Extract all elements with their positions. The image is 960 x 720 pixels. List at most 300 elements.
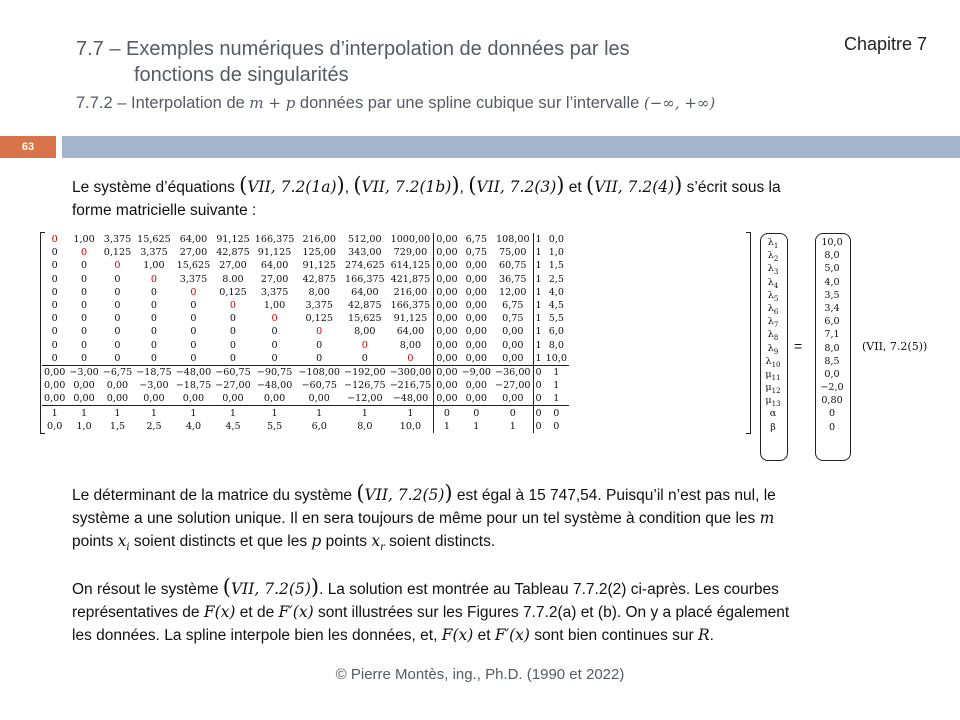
p1-text-5: s’écrit sous la xyxy=(682,179,781,196)
slide-title-line2: fonctions de singularités xyxy=(134,64,349,86)
matrix-cell: 0 xyxy=(190,300,197,312)
chapter-label: Chapitre 7 xyxy=(844,34,928,54)
matrix-cell: 0,00 xyxy=(502,393,524,405)
matrix-cell: 1 xyxy=(213,406,253,420)
matrix-cell: −6,75 xyxy=(102,366,133,378)
matrix-cell: 0 xyxy=(533,365,544,379)
matrix-cell: −12,00 xyxy=(347,393,383,405)
unknown-entry: $\mu_{11}$ xyxy=(765,368,781,382)
p3-ref: VII, 7.2(5) xyxy=(230,580,311,598)
p2-text-7: soient distincts. xyxy=(384,533,496,550)
matrix-cell: 216,00 xyxy=(302,234,337,246)
matrix-cell: 4,0 xyxy=(548,286,564,298)
intro-paragraph xyxy=(72,174,902,222)
matrix-cell: 0 xyxy=(81,247,88,259)
matrix-cell: 0 xyxy=(81,286,88,298)
matrix-cell: 0 xyxy=(316,326,323,338)
matrix-cell: 0,00 xyxy=(434,273,460,286)
p2-math-m: m xyxy=(759,509,775,527)
matrix-cell: 108,00 xyxy=(496,234,530,246)
matrix-cell: 0,00 xyxy=(44,393,66,405)
matrix-cell: 1,00 xyxy=(143,260,165,272)
p1-paren-open: ( xyxy=(239,173,248,197)
matrix-cell: 1 xyxy=(553,380,560,392)
matrix-cell: 0,00 xyxy=(502,352,524,364)
matrix-cell: 8.00 xyxy=(222,273,244,285)
rhs-entry: 0 xyxy=(828,421,836,433)
matrix-row xyxy=(42,420,569,433)
p1-line-2: forme matricielle suivante : xyxy=(72,202,257,219)
p1-text-3: , xyxy=(459,179,469,196)
p3-math-f1: F(x) xyxy=(203,603,236,621)
matrix-cell: 0 xyxy=(533,406,544,420)
matrix-cell: 0 xyxy=(81,260,88,272)
matrix-cell: 0 xyxy=(114,300,121,312)
rhs-entry: 6,0 xyxy=(824,316,840,328)
matrix-cell: 0 xyxy=(460,406,493,420)
matrix-cell: 0 xyxy=(150,326,157,338)
matrix-cell: 729,00 xyxy=(393,247,428,259)
matrix-cell: 0,00 xyxy=(502,339,524,351)
matrix-cell: 0 xyxy=(316,339,323,351)
matrix-cell: 0 xyxy=(150,352,157,364)
matrix-cell: 91,125 xyxy=(393,313,428,325)
matrix-cell: 10,0 xyxy=(545,352,568,364)
subtitle-middle: données par une spline cubique sur l’intervalle xyxy=(295,94,644,112)
matrix-row xyxy=(42,273,569,286)
p2-text-5: soient distincts et que les xyxy=(129,533,312,550)
matrix-cell: 0,00 xyxy=(465,393,488,405)
p3-text-5: sont illustrées sur les Figures 7.7.2(a) et (b). On y a placé également xyxy=(313,604,790,621)
matrix-cell: 0 xyxy=(190,339,197,351)
matrix-cell: 3,375 xyxy=(140,247,168,259)
matrix-row xyxy=(42,365,569,379)
matrix-cell: 0 xyxy=(114,352,121,364)
unknowns-vector xyxy=(760,236,786,434)
matrix-cell: 0 xyxy=(51,234,58,246)
page-number: 63 xyxy=(21,141,35,153)
matrix-row xyxy=(42,286,569,299)
matrix-cell: 1 xyxy=(533,233,544,246)
matrix-cell: 0 xyxy=(493,406,533,420)
unknown-entry: $\lambda_1$ xyxy=(767,237,779,250)
matrix-cell: 0,00 xyxy=(434,365,460,379)
matrix-cell: 0 xyxy=(150,339,157,351)
rhs-entry: 5,0 xyxy=(824,263,840,275)
matrix-cell: 614,125 xyxy=(390,260,431,272)
matrix-cell: 0 xyxy=(51,286,58,298)
matrix-row xyxy=(42,379,569,392)
matrix-cell: 0,00 xyxy=(263,393,286,405)
matrix-cell: 1 xyxy=(533,246,544,259)
matrix-cell: 0 xyxy=(407,352,414,364)
matrix-cell: 0,0 xyxy=(548,234,564,246)
matrix-cell: 0,00 xyxy=(44,366,66,378)
unknown-entry: $\mu_{13}$ xyxy=(765,395,781,409)
matrix-cell: 0,125 xyxy=(305,313,333,325)
matrix-cell: 0,00 xyxy=(143,393,165,405)
p3-text-4: et de xyxy=(235,604,279,621)
matrix-cell: 0,00 xyxy=(465,380,488,392)
matrix-cell: 0,75 xyxy=(465,247,488,259)
matrix-cell: −108,00 xyxy=(298,366,341,378)
matrix-cell: 0 xyxy=(114,286,121,298)
matrix-cell: 8,00 xyxy=(399,339,422,351)
matrix-cell: 343,00 xyxy=(348,247,382,259)
matrix-cell: 0 xyxy=(150,300,157,312)
subtitle-math-mp: m + p xyxy=(249,94,296,112)
p2-text-6: points xyxy=(321,533,372,550)
matrix-cell: −300,00 xyxy=(388,365,434,379)
matrix-cell: 0 xyxy=(271,339,278,351)
matrix-cell: 1 xyxy=(533,352,544,366)
p3-paren-open: ( xyxy=(222,575,231,599)
unknown-entry: $\lambda_6$ xyxy=(767,302,779,316)
matrix-cell: 1,00 xyxy=(73,234,95,246)
matrix-cell: 1 xyxy=(553,393,560,405)
matrix-cell: 10,0 xyxy=(399,420,422,432)
matrix-cell: 0 xyxy=(81,300,88,312)
matrix-cell: 8,00 xyxy=(308,286,330,298)
matrix-cell: 512,00 xyxy=(348,234,382,246)
matrix-cell: 166,375 xyxy=(390,300,431,312)
matrix-cell: 0 xyxy=(190,286,197,298)
matrix-cell: 0 xyxy=(229,352,237,364)
matrix-cell: 0,00 xyxy=(434,339,460,352)
matrix-cell: 1000,00 xyxy=(390,234,431,246)
matrix-cell: 166,375 xyxy=(254,234,295,246)
determinant-paragraph xyxy=(72,482,902,559)
matrix-cell: 216,00 xyxy=(393,286,428,298)
unknown-entry: $\lambda_3$ xyxy=(767,263,779,277)
p1-paren-open: ( xyxy=(353,173,362,197)
unknown-entry: $\lambda_5$ xyxy=(767,289,779,303)
p1-paren-open: ( xyxy=(468,173,477,197)
equals-sign: = xyxy=(794,338,803,354)
matrix-cell: −216,75 xyxy=(389,380,432,392)
rhs-entry: 0,0 xyxy=(824,368,840,380)
rhs-entry: 0 xyxy=(828,408,836,420)
matrix-cell: 0 xyxy=(271,313,278,325)
matrix-cell: 0 xyxy=(434,406,460,420)
matrix-cell: 1,0 xyxy=(76,420,92,432)
matrix-cell: 0,125 xyxy=(219,286,247,298)
matrix-cell: 0,00 xyxy=(434,312,460,325)
p1-paren-close: ) xyxy=(674,173,683,197)
matrix-cell: 0 xyxy=(190,313,197,325)
matrix-cell: −48,00 xyxy=(256,380,293,392)
matrix-cell: 0 xyxy=(51,273,58,285)
matrix-cell: 1,5 xyxy=(109,420,126,432)
matrix-cell: 0,00 xyxy=(308,393,330,405)
matrix-cell: 0 xyxy=(229,326,237,338)
rhs-entry: 7,1 xyxy=(824,329,840,341)
slide-title-line1: 7.7 – Exemples numériques d’interpolation de données par les xyxy=(76,38,630,60)
matrix-cell: 0 xyxy=(51,247,58,259)
p3-math-r: R xyxy=(697,626,710,644)
matrix-cell: 0 xyxy=(51,326,58,338)
unknown-entry: β xyxy=(770,421,776,433)
matrix-cell: 15,625 xyxy=(137,234,171,246)
matrix-row xyxy=(42,339,569,352)
p3-text-7: et xyxy=(473,627,495,644)
matrix-cell: 0,00 xyxy=(465,339,488,351)
matrix-cell: 5,5 xyxy=(266,420,283,432)
matrix-cell: 0 xyxy=(316,352,323,364)
matrix-cell: 1 xyxy=(342,406,388,420)
matrix-cell: 0,00 xyxy=(182,393,205,405)
matrix-cell: 0,00 xyxy=(44,380,66,392)
matrix-cell: 27,00 xyxy=(260,273,289,285)
p2-math-xr-sub: r xyxy=(380,542,385,554)
p1-paren-close: ) xyxy=(336,173,345,197)
p2-math-xr: x xyxy=(371,532,381,550)
coefficient-matrix xyxy=(42,233,569,433)
p1-paren-close: ) xyxy=(451,173,460,197)
header-divider-bar xyxy=(62,136,960,158)
slide-title xyxy=(76,36,776,88)
matrix-cell: 1 xyxy=(533,339,544,352)
matrix-cell: 27,00 xyxy=(179,247,208,259)
rhs-entry: 8,0 xyxy=(824,250,840,262)
unknown-entry: $\mu_{12}$ xyxy=(765,382,781,395)
p1-ref-2: VII, 7.2(1b) xyxy=(361,178,452,196)
matrix-cell: 1 xyxy=(101,406,134,420)
matrix-cell: 0 xyxy=(81,273,88,285)
p2-math-xi: x xyxy=(117,532,127,550)
slide-subtitle xyxy=(76,94,715,113)
matrix-cell: 1 xyxy=(533,286,544,299)
matrix-cell: 1 xyxy=(544,365,569,379)
matrix-cell: 0 xyxy=(190,326,197,338)
matrix-cell: 0,00 xyxy=(465,326,488,338)
matrix-cell: 0 xyxy=(81,339,88,351)
matrix-cell: 166,375 xyxy=(344,273,385,285)
matrix-cell: 0,00 xyxy=(434,286,460,299)
p3-math-f4: F′(x) xyxy=(494,626,530,644)
matrix-cell: 2,5 xyxy=(548,273,564,285)
matrix-cell: −48,00 xyxy=(175,366,212,378)
matrix-cell: 0,0 xyxy=(47,420,63,432)
rhs-entry: 8,5 xyxy=(824,355,840,367)
matrix-cell: 0,00 xyxy=(434,299,460,312)
matrix-cell: 6,0 xyxy=(548,326,564,338)
matrix-cell: 0,00 xyxy=(465,352,488,364)
matrix-cell: 6,75 xyxy=(465,234,488,246)
matrix-cell: 1 xyxy=(533,259,544,272)
matrix-cell: 1 xyxy=(533,312,544,325)
p2-paren-close: ) xyxy=(444,481,453,505)
matrix-cell: 0 xyxy=(81,313,88,325)
matrix-cell: 125,00 xyxy=(302,247,337,259)
rhs-entry: 3,4 xyxy=(824,302,840,314)
matrix-cell: 12,00 xyxy=(499,286,527,298)
matrix-cell: 0,00 xyxy=(465,273,488,285)
matrix-cell: 64,00 xyxy=(396,326,425,338)
matrix-cell: 0,00 xyxy=(434,233,460,246)
p3-math-f3: F(x) xyxy=(441,626,474,644)
copyright-footer: © Pierre Montès, ing., Ph.D. (1990 et 2022) xyxy=(335,666,625,683)
matrix-cell: 1 xyxy=(134,406,174,420)
p2-paren-open: ( xyxy=(356,481,365,505)
subtitle-prefix: 7.7.2 – Interpolation de xyxy=(76,94,250,112)
unknown-entry: $\lambda_7$ xyxy=(767,316,779,330)
rhs-entry: 0,80 xyxy=(821,395,843,407)
matrix-cell: −90,75 xyxy=(253,365,297,379)
p3-text-1: On résout le système xyxy=(72,581,223,598)
equation-reference: (VII, 7.2(5)) xyxy=(862,340,928,353)
matrix-cell: −3,00 xyxy=(69,366,99,378)
matrix-cell: 0 xyxy=(114,326,121,338)
matrix-cell: 0 xyxy=(81,352,88,364)
matrix-cell: 0,00 xyxy=(465,260,488,272)
matrix-cell: 0 xyxy=(271,352,278,364)
unknown-entry: $\lambda_8$ xyxy=(767,329,779,343)
matrix-cell: 0 xyxy=(361,339,368,351)
matrix-cell: 27,00 xyxy=(219,260,247,272)
p3-paren-close: ) xyxy=(310,575,320,599)
matrix-cell: 1 xyxy=(388,406,434,420)
matrix-cell: 8,0 xyxy=(548,339,564,351)
matrix-cell: 3,375 xyxy=(179,273,208,285)
matrix-cell: 0,00 xyxy=(106,393,129,405)
matrix-cell: 3,375 xyxy=(305,300,333,312)
matrix-row xyxy=(42,259,569,272)
matrix-cell: −126,75 xyxy=(344,380,386,392)
matrix-cell: −36,00 xyxy=(493,365,533,379)
matrix-cell: 36,75 xyxy=(499,273,527,285)
matrix-cell: 0,00 xyxy=(434,392,460,406)
matrix-row xyxy=(42,233,569,246)
matrix-cell: −27,00 xyxy=(215,380,251,392)
matrix-cell: 1 xyxy=(533,273,544,286)
matrix-cell: 1 xyxy=(42,406,67,420)
unknown-entry: $\lambda_2$ xyxy=(767,250,779,264)
unknown-entry: $\lambda_{10}$ xyxy=(765,355,781,369)
matrix-cell: −18,75 xyxy=(175,380,212,392)
matrix-cell: 1 xyxy=(67,406,100,420)
p3-text-3: représentatives de xyxy=(72,604,204,621)
matrix-bracket-right xyxy=(746,232,751,434)
rhs-entry: 4,0 xyxy=(824,276,840,288)
matrix-cell: 1,5 xyxy=(548,260,564,272)
matrix-cell: 0 xyxy=(533,379,544,392)
matrix-cell: 0 xyxy=(81,326,88,338)
matrix-cell: 0 xyxy=(51,352,58,364)
unknown-entry: $\lambda_4$ xyxy=(767,276,779,290)
matrix-cell: 1,0 xyxy=(548,247,564,259)
matrix-cell: 42,875 xyxy=(348,300,382,312)
matrix-cell: 0,00 xyxy=(434,325,460,338)
p2-text-2: est égal à 15 747,54. Puisqu’il n’est pas nul, le xyxy=(452,487,776,504)
p3-text-2: . La solution est montrée au Tableau 7.7.2(2) ci-après. Les courbes xyxy=(319,581,779,598)
matrix-cell: 0,00 xyxy=(465,300,488,312)
matrix-cell: 75,00 xyxy=(499,247,527,259)
matrix-cell: 0 xyxy=(114,260,121,272)
rhs-entry: 3,5 xyxy=(824,289,840,301)
matrix-cell: 91,125 xyxy=(216,234,250,246)
matrix-cell: 0,00 xyxy=(73,393,95,405)
matrix-cell: 0 xyxy=(114,313,121,325)
matrix-cell: 1 xyxy=(253,406,297,420)
matrix-cell: 421,875 xyxy=(390,273,431,285)
rhs-entry: 8,0 xyxy=(824,342,840,354)
matrix-cell: 0 xyxy=(150,313,157,325)
p1-text-1: Le système d’équations xyxy=(72,179,240,196)
matrix-cell: 0 xyxy=(533,420,544,433)
matrix-cell: 0 xyxy=(361,352,368,364)
matrix-cell: 0 xyxy=(51,339,58,351)
rhs-vector xyxy=(815,236,849,434)
matrix-row xyxy=(42,325,569,338)
matrix-cell: 42,875 xyxy=(302,273,337,285)
matrix-cell: 1 xyxy=(174,406,214,420)
p2-text-4: points xyxy=(72,533,118,550)
p1-ref-4: VII, 7.2(4) xyxy=(594,178,675,196)
matrix-cell: 0 xyxy=(51,313,58,325)
p1-text-2: , xyxy=(344,179,354,196)
matrix-cell: 6,75 xyxy=(502,300,524,312)
matrix-cell: −3,00 xyxy=(139,380,169,392)
matrix-row xyxy=(42,246,569,259)
matrix-cell: 0 xyxy=(271,326,278,338)
matrix-cell: −18,75 xyxy=(136,366,172,378)
matrix-cell: 64,00 xyxy=(351,286,379,298)
p1-ref-1: VII, 7.2(1a) xyxy=(247,178,337,196)
matrix-cell: 0,00 xyxy=(434,352,460,366)
matrix-cell: 1,00 xyxy=(263,300,286,312)
matrix-cell: 274,625 xyxy=(344,260,385,272)
p2-math-xi-sub: i xyxy=(126,542,130,554)
matrix-cell: 1 xyxy=(473,420,480,432)
matrix-cell: 0 xyxy=(190,352,197,364)
matrix-cell: 0,00 xyxy=(502,326,524,338)
matrix-cell: 3,375 xyxy=(103,234,132,246)
matrix-row xyxy=(42,352,569,366)
p2-text-1: Le déterminant de la matrice du système xyxy=(72,487,357,504)
matrix-cell: 0 xyxy=(553,420,560,432)
matrix-cell: −9,00 xyxy=(461,366,492,378)
matrix-cell: 4,5 xyxy=(225,420,241,432)
matrix-cell: 1 xyxy=(533,325,544,338)
p3-text-6: les données. La spline interpole bien les données, et, xyxy=(72,627,442,644)
p3-math-f2: F′(x) xyxy=(278,603,314,621)
matrix-cell: 0,00 xyxy=(434,379,460,392)
matrix-cell: 60,75 xyxy=(499,260,527,272)
matrix-cell: 4,0 xyxy=(185,420,202,432)
p2-math-p: p xyxy=(311,532,322,550)
matrix-cell: 1 xyxy=(533,299,544,312)
matrix-cell: 6,0 xyxy=(311,420,327,432)
matrix-cell: 0 xyxy=(114,273,121,285)
p1-ref-3: VII, 7.2(3) xyxy=(476,178,557,196)
matrix-cell: 0,00 xyxy=(222,393,244,405)
solution-paragraph xyxy=(72,576,902,647)
matrix-cell: −192,00 xyxy=(344,366,386,378)
matrix-row xyxy=(42,392,569,406)
matrix-cell: 0 xyxy=(114,339,121,351)
matrix-cell: 4,5 xyxy=(548,300,564,312)
matrix-cell: 0,125 xyxy=(103,247,132,259)
p2-ref: VII, 7.2(5) xyxy=(364,486,445,504)
matrix-cell: 0 xyxy=(229,313,237,325)
unknown-entry: $\lambda_9$ xyxy=(767,342,779,356)
matrix-cell: 0,00 xyxy=(465,313,488,325)
matrix-cell: −60,75 xyxy=(215,366,251,378)
matrix-cell: 42,875 xyxy=(216,247,250,259)
matrix-cell: 0 xyxy=(150,286,157,298)
matrix-cell: 2,5 xyxy=(146,420,162,432)
